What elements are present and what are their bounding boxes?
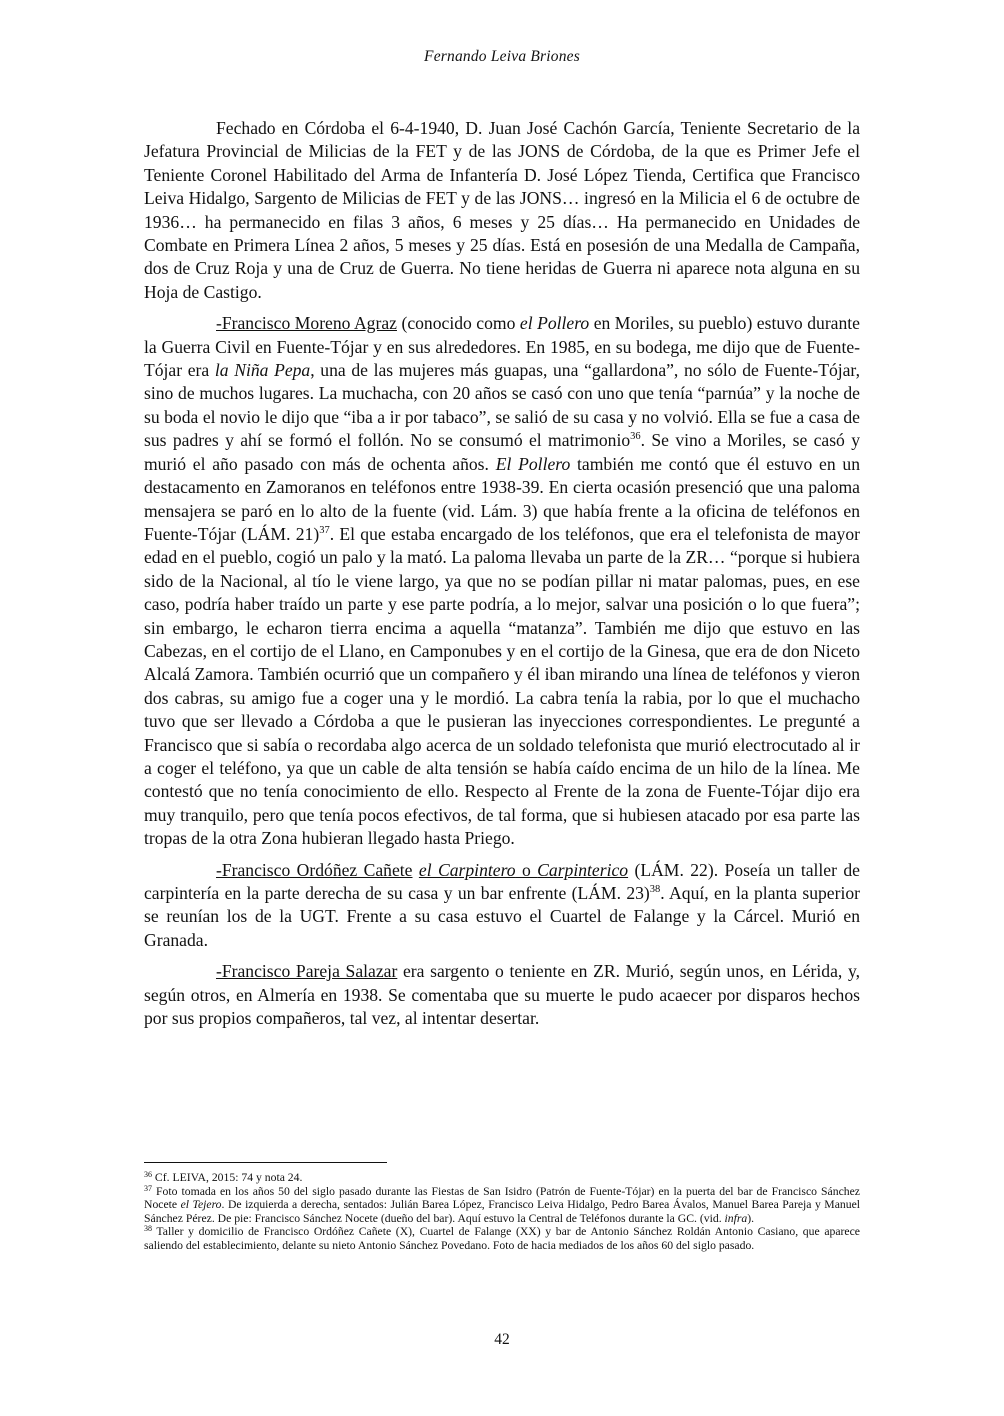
nickname: El Pollero [495,453,571,474]
person-name: -Francisco Pareja Salazar [216,961,398,982]
footnote-italic: infra [724,1211,748,1225]
footnote-38 [144,1225,860,1252]
text-run: era sargento o teniente en ZR. Murió, según unos, en Lérida, y, según otros, en Almería en 1938. Se comentaba que su muerte le pudo acaecer por disparos hechos por sus propios compañeros, tal vez, al intentar desertar. [144,961,861,1029]
footnote-number: 37 [144,1183,152,1193]
footnote-text: . De izquierda a derecha, sentados: Julián Barea López, Francisco Leiva Hidalgo, Pedro Barea Ávalos, Manuel Barea Pareja y Manuel Sánchez Pérez. De pie: Francisco Sánchez Nocete (dueño del bar). Aquí estuvo la Central de Teléfonos durante la GC. (vid. [144,1198,860,1225]
footnote-text: Taller y domicilio de Francisco Ordóñez Cañete (X), Cuartel de Falange (XX) y bar de Antonio Sánchez Roldán Antonio Casiano, que aparece saliendo del establecimiento, delante su nieto Antonio Sánchez Povedano. Foto de hacia mediados de los años 60 del siglo pasado. [144,1225,860,1252]
person-name: -Francisco Ordóñez Cañete [216,859,413,880]
footnote-number: 36 [144,1170,152,1179]
text-run: (conocido como [396,313,520,334]
nickname: Carpinterico [537,859,629,880]
nickname: la Niña Pepa [214,360,311,381]
paragraph-pareja-salazar [144,960,860,1030]
text-run: , una de las mujeres más guapas, una “gallardona”, no sólo de Fuente-Tójar, sino de muchos lugares. La muchacha, con 20 años se casó con uno que tenía “parnúa” y la noche de su boda el novio le dijo que “iba a ir por tabaco”, se salió de su casa y no volvió. Ella se fue a casa de sus padres y ahí se formó el follón. No se consumó el matrimonio [144,360,860,451]
paragraph-moreno-agraz [144,312,860,850]
text-run: en Moriles, su pueblo) estuvo durante la Guerra Civil en Fuente-Tójar y en sus alrededores. En 1985, en su bodega, me dijo que de Fuente-Tójar era [144,313,860,381]
footnote-ref[interactable]: 37 [319,524,330,536]
paragraph-ordonez-canete [144,859,860,953]
footnote-text: ). [747,1211,755,1225]
footnote-italic: el Tejero [180,1198,222,1212]
text-run: . El que estaba encargado de los teléfonos, que era el telefonista de mayor edad en el pueblo, cogió un palo y la mató. La paloma llevaba un parte de la ZR… “porque si hubiera sido de la Nacional, al tío le viene largo, ya que no se podían pillar ni matar palomas, pues, en ese caso, podría haber traído un parte y ese parte podría, a lo mejor, salvar una posición o lo que fuera”; sin embargo, le echaron tierra encima a aquella “matanza”. También me dijo que estuvo en las Cabezas, en el cortijo de el Llano, en Camponubes y en el cortijo de la Ginesa, que era de don Niceto Alcalá Zamora. También ocurrió que un compañero y él iban mirando una línea de teléfonos y vieron dos cabras, su amigo fue a coger una y le mordió. La cabra tenía la rabia, por lo que el muchacho tuvo que ser llevado a Córdoba a que le pusieran las inyecciones correspondientes. Le pregunté a Francisco que si sabía o recordaba algo acerca de un soldado telefonista que murió electrocutado al ir a coger el teléfono, ya que un cable de alta tensión se había caído encima de un hilo de la línea. Me contestó que no tenía conocimiento de ello. Respecto al Frente de la zona de Fuente-Tójar dijo era muy tranquilo, pero que tenía pocos efectivos, de tal forma, que si hubiesen atacado por esa parte las tropas de la otra Zona hubieran llegado hasta Priego. [144,523,860,849]
footnote-37 [144,1185,860,1226]
person-name: -Francisco Moreno Agraz [216,313,397,334]
nickname: el Pollero [519,313,590,334]
footnote-number: 38 [144,1224,152,1234]
footnote-ref[interactable]: 36 [630,431,641,443]
footnote-text: Foto tomada en los años 50 del siglo pasado durante las Fiestas de San Isidro (Patrón de Fuente-Tójar) en la puerta del bar de Francisco Sánchez Nocete [144,1184,860,1212]
footnotes [144,1171,860,1253]
text-run: (LÁM. 22). Poseía un taller de carpintería en la parte derecha de su casa y un bar enfrente (LÁM. 23) [144,859,860,903]
nickname: el Carpintero [418,859,516,880]
footnote-ref[interactable]: 38 [649,884,661,895]
page-number: 42 [494,1331,510,1348]
paragraph-certificate: Fechado en Córdoba el 6-4-1940, D. Juan José Cachón García, Teniente Secretario de la Jefatura Provincial de Milicias de la FET y de las JONS de Córdoba, de la que es Primer Jefe el Teniente Coronel Habilitado del Arma de Infantería D. José López Tienda, Certifica que Francisco Leiva Hidalgo, Sargento de Milicias de FET y de las JONS… ingresó en la Milicia el 6 de octubre de 1936… ha permanecido en filas 3 años, 6 meses y 25 días… Ha permanecido en Unidades de Combate en Primera Línea 2 años, 5 meses y 25 días. Está en posesión de una Medalla de Campaña, dos de Cruz Roja y una de Cruz de Guerra. No tiene heridas de Guerra ni aparece nota alguna en su Hoja de Castigo. [144,118,860,302]
text-run: . Se vino a Moriles, se casó y murió el año pasado con más de ochenta años. [144,430,861,474]
running-head-author: Fernando Leiva Briones [424,48,580,65]
footnote-text: Cf. LEIVA, 2015: 74 y nota 24. [152,1171,303,1184]
text-run: también me contó que él estuvo en un destacamento en Zamoranos en teléfonos entre 1938-39. En cierta ocasión presenció que una paloma mensajera se paró en lo alto de la fuente (vid. Lám. 3) que había frente a la oficina de teléfonos en Fuente-Tójar (LÁM. 21) [144,453,860,544]
text-run: . Aquí, en la planta superior se reunían los de la UGT. Frente a su casa estuvo el Cuartel de Falange y la Cárcel. Murió en Granada. [144,883,861,950]
text-run: o [515,859,538,880]
footnote-separator [144,1162,387,1163]
body-text [144,117,860,1038]
footnote-36 [144,1171,860,1185]
